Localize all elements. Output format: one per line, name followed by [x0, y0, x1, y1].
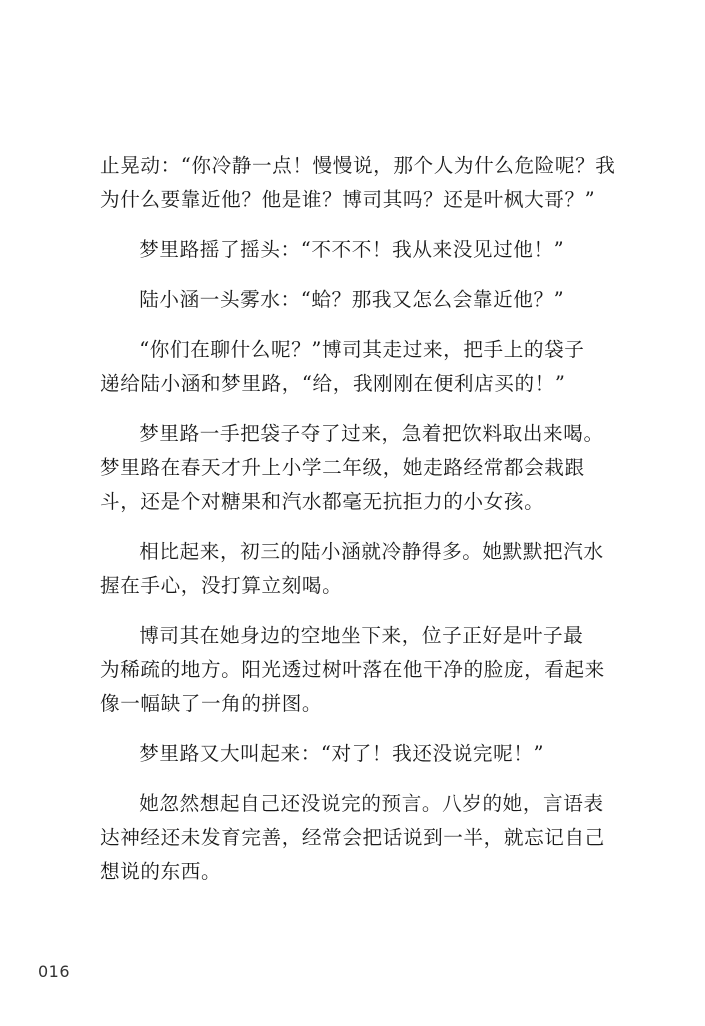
paragraph-5 [100, 417, 604, 519]
text-line: 像一幅缺了一角的拼图。 [100, 692, 323, 715]
paragraph-4 [100, 333, 595, 401]
text-line: 她忽然想起自己还没说完的预言。八岁的她，言语表 [139, 792, 604, 815]
text-line: 梦里路摇了摇头：“不不不！我从来没见过他！” [139, 238, 565, 261]
text-line: 相比起来，初三的陆小涵就冷静得多。她默默把汽水 [139, 540, 604, 563]
text-line: 梦里路在春天才升上小学二年级，她走路经常都会栽跟 [100, 456, 585, 479]
text-line: 递给陆小涵和梦里路，“给，我刚刚在便利店买的！” [100, 372, 566, 395]
text-line: 达神经还未发育完善，经常会把话说到一半，就忘记自己 [100, 826, 605, 849]
paragraph-1 [100, 149, 616, 217]
text-line: 为什么要靠近他？他是谁？博司其吗？还是叶枫大哥？” [100, 188, 596, 211]
text-line: 陆小涵一头雾水：“蛤？那我又怎么会靠近他？” [139, 288, 565, 311]
body-text [100, 149, 616, 905]
text-line: 想说的东西。 [100, 860, 222, 883]
paragraph-6 [100, 535, 604, 603]
text-line: 为稀疏的地方。阳光透过树叶落在他干净的脸庞，看起来 [100, 658, 605, 681]
paragraph-8 [100, 737, 595, 771]
text-line: 止晃动：“你冷静一点！慢慢说，那个人为什么危险呢？我 [100, 154, 616, 177]
paragraph-3 [100, 283, 595, 317]
paragraph-7 [100, 619, 605, 721]
text-line: 梦里路又大叫起来：“对了！我还没说完呢！” [139, 742, 545, 765]
text-line: 握在手心，没打算立刻喝。 [100, 574, 343, 597]
text-line: 斗，还是个对糖果和汽水都毫无抗拒力的小女孩。 [100, 490, 545, 513]
page-number: 016 [38, 962, 71, 981]
text-line: 博司其在她身边的空地坐下来，位子正好是叶子最 [139, 624, 584, 647]
text-line: “你们在聊什么呢？”博司其走过来，把手上的袋子 [139, 338, 585, 361]
paragraph-9 [100, 787, 605, 889]
text-line: 梦里路一手把袋子夺了过来，急着把饮料取出来喝。 [139, 422, 604, 445]
paragraph-2 [100, 233, 595, 267]
